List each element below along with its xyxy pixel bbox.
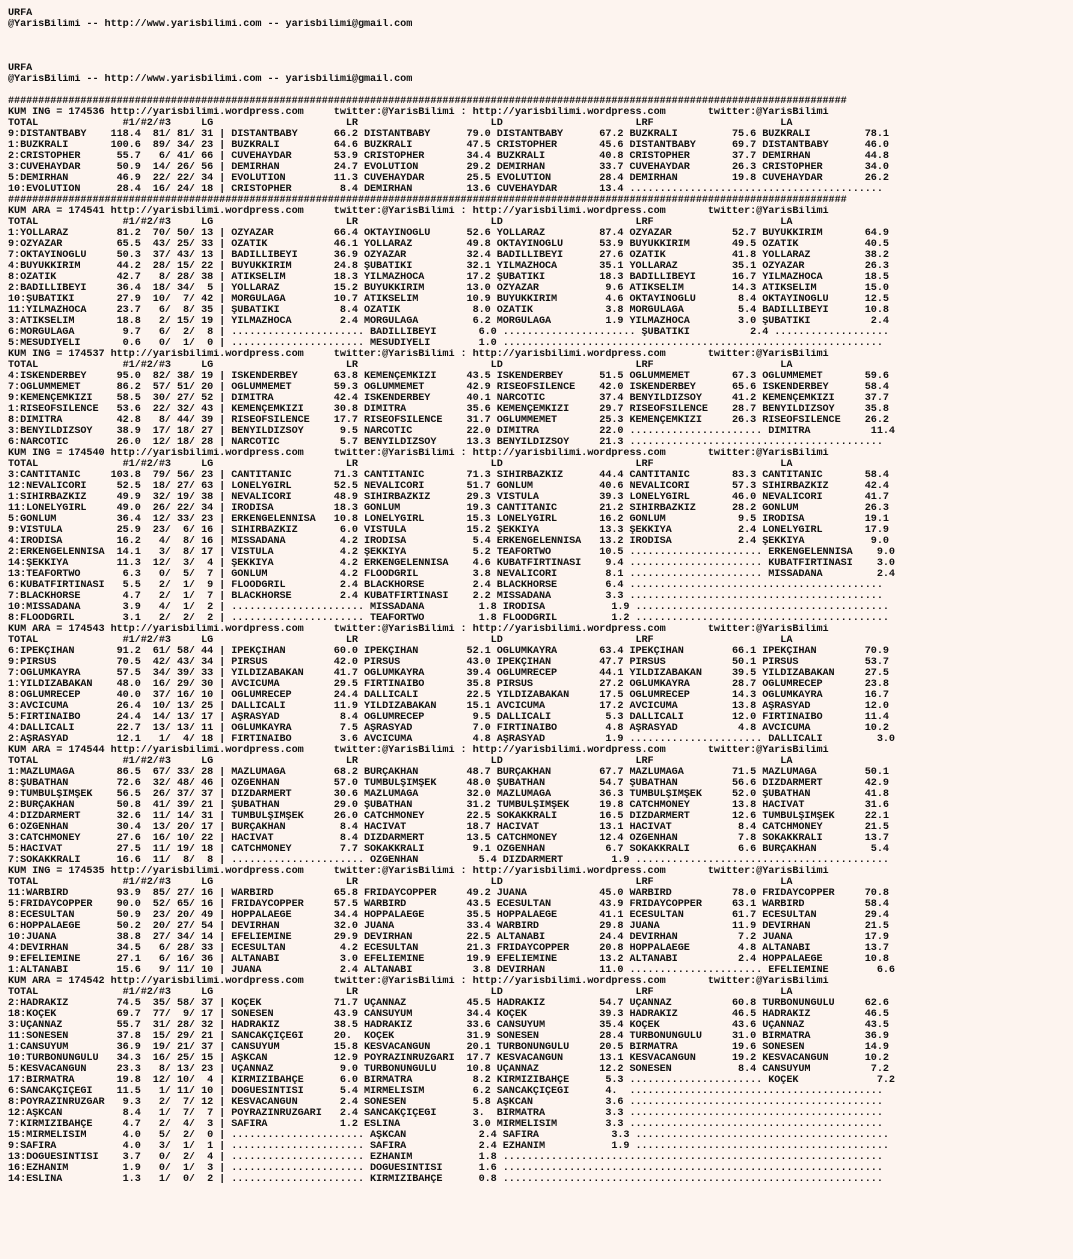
text-line: 1:YOLLARAZ 81.2 70/ 50/ 13 | ÖZYAZAR 66.4 OKTAYINOĞLU 52.6 YOLLARAZ 87.4 ÖZYAZAR 52.7 BÜYÜKKIRIM 64.9 [8,228,889,239]
text-line: 4:İRODİSA 16.2 4/ 8/ 16 | MİSSADANA 4.2 İRODİSA 5.4 ERKENGELENNİSA 13.2 İRODİSA 2.4 ŞEKKİYA 9.0 [8,536,889,547]
text-line: @YarisBilimi -- http://www.yarisbilimi.com -- yarisbilimi@gmail.com [8,19,413,30]
text-line: 11:YILMAZHOCA 23.7 6/ 8/ 35 | ŞUBATİKİ 8.4 ÖZATİK 8.0 ÖZATİK 3.8 MORGULAĞA 5.4 BADİLLİBEYİ 10.8 [8,305,889,316]
text-line: 6:MORGULAĞA 9.7 6/ 2/ 8 | ...................... BADİLLİBEYİ 6.0 ...................... ŞUBATİKİ 2.4 ................... [8,327,889,338]
text-line: TOTAL #1/#2/#3 LG LR LD LRF LA [8,360,793,371]
text-line: 7:BLACKHORSE 4.7 2/ 1/ 7 | BLACKHORSE 2.4 KUBATFIRTINASI 2.2 MİSSADANA 3.3 .......................................... [8,591,883,602]
text-line: TOTAL #1/#2/#3 LG LR LD LRF LA [8,987,793,998]
text-line: 5:HACIVAT 27.5 11/ 19/ 18 | CATCHMONEY 7.7 SOKAKKRALİ 9.1 ÖZGENHAN 6.7 SOKAKKRALİ 6.6 BURÇAKHAN 5.4 [8,844,889,855]
text-line: 2:HADRAKIZ 74.5 35/ 58/ 37 | KOÇEK 71.7 UÇANNAZ 45.5 HADRAKIZ 54.7 UÇANNAZ 60.8 TURBONUNGÜLÜ 62.6 [8,998,889,1009]
text-line: TOTAL #1/#2/#3 LG LR LD LRF LA [8,217,793,228]
text-line: 10:ŞUBATİKİ 27.9 10/ 7/ 42 | MORGULAĞA 10.7 ATİKSELİM 10.9 BÜYÜKKIRIM 4.6 OKTAYINOĞLU 8.4 OKTAYINOĞLU 12.5 [8,294,889,305]
text-line: 16:EZHANIM 1.9 0/ 1/ 3 | ...................... DOĞUESİNTİSİ 1.6 ............................................................... [8,1163,883,1174]
text-line: 7:OKTAYINOĞLU 50.3 37/ 43/ 13 | BADİLLİBEYİ 36.9 ÖZYAZAR 32.4 BADİLLİBEYİ 27.6 ÖZATİK 41.8 YOLLARAZ 38.2 [8,250,889,261]
text-line: 13:DOĞUESİNTİSİ 3.7 0/ 2/ 4 | ...................... EZHANIM 1.8 ............................................................... [8,1152,883,1163]
text-line: KUM ARA = 174541 http://yarisbilimi.wordpress.com twitter:@YarisBilimi : http://yarisbilimi.wordpress.com twitter:@YarisBilimi [8,206,829,217]
text-line: 8:OĞLUMRECEP 40.0 37/ 16/ 10 | OĞLUMRECEP 24.4 DALLICALI 22.5 YILDIZABAKAN 17.5 OĞLUMRECEP 14.3 OĞLUMKAYRA 16.7 [8,690,889,701]
text-line: 6:HOPPALAEGE 50.2 20/ 27/ 54 | DEVİRHAN 32.0 JUANA 33.4 WARBIRD 29.8 JUANA 11.9 DEVİRHAN 21.5 [8,921,889,932]
text-line: TOTAL #1/#2/#3 LG LR LD LRF LA [8,118,793,129]
text-line: 6:KUBATFIRTINASI 5.5 2/ 1/ 9 | FLOODGRIL 2.4 BLACKHORSE 2.4 BLACKHORSE 6.4 .......................................... [8,580,883,591]
text-line: 10:JUANA 38.8 27/ 34/ 14 | EFELİEMİNE 29.9 DEVİRHAN 22.5 ALTANABİ 24.4 DEVİRHAN 7.2 JUANA 17.9 [8,932,889,943]
text-line: 3:UÇANNAZ 55.7 31/ 28/ 32 | HADRAKIZ 38.5 HADRAKIZ 33.6 CANSUYUM 35.4 KOÇEK 43.6 UÇANNAZ 43.5 [8,1020,889,1031]
text-line [8,41,1073,52]
text-line: 14:ESLİNA 1.3 1/ 0/ 2 | ...................... KIRMIZIBAHÇE 0.8 ............................................................... [8,1174,883,1185]
text-line: 12:NEVALİCORİ 52.5 18/ 27/ 63 | LONELYGIRL 52.5 NEVALİCORİ 51.7 GÖNLÜM 40.6 NEVALİCORİ 57.3 SİHİRBAZKIZ 42.4 [8,481,889,492]
text-line: 5:DEMIRHAN 46.9 22/ 22/ 34 | EVOLUTION 11.3 CUVEHAYDAR 25.5 EVOLUTION 28.4 DEMIRHAN 19.8 CUVEHAYDAR 26.2 [8,173,889,184]
text-line: 6:NARCOTİC 26.0 12/ 18/ 28 | NARCOTİC 5.7 BENYILDIZSOY 13.3 BENYILDIZSOY 21.3 .......................................... [8,437,883,448]
text-line: KUM ING = 174535 http://yarisbilimi.wordpress.com twitter:@YarisBilimi : http://yarisbilimi.wordpress.com twitter:@YarisBilimi [8,866,829,877]
text-line: 8:ECESULTAN 50.9 23/ 20/ 49 | HOPPALAEGE 34.4 HOPPALAEGE 35.5 HOPPALAEGE 41.1 ECESULTAN 61.7 ECESULTAN 29.4 [8,910,889,921]
text-line: 2:BURÇAKHAN 50.8 41/ 39/ 21 | ŞUBATHAN 29.0 ŞUBATHAN 31.2 TUMBULŞİMŞEK 19.8 CATCHMONEY 13.8 HACIVAT 31.6 [8,800,889,811]
text-line: 4:İSKENDERBEY 95.0 82/ 38/ 19 | İSKENDERBEY 63.8 KEMENÇEMKIZI 43.5 İSKENDERBEY 51.5 OĞLUMMEMET 67.3 OĞLUMMEMET 59.6 [8,371,889,382]
text-line: 7:SOKAKKRALİ 16.6 11/ 8/ 8 | ...................... ÖZGENHAN 5.4 DİZDARMERT 1.9 .......................................... [8,855,889,866]
text-line: 8:ŞUBATHAN 72.6 32/ 48/ 46 | ÖZGENHAN 57.0 TUMBULŞİMŞEK 48.0 ŞUBATHAN 54.7 ŞUBATHAN 56.6 DİZDARMERT 42.9 [8,778,889,789]
text-line: URFA [8,63,33,74]
text-line: 5:KESVACANGÜN 23.3 8/ 13/ 23 | UÇANNAZ 9.0 TURBONUNGÜLÜ 10.8 UÇANNAZ 12.2 SONESEN 8.4 CANSUYUM 7.2 [8,1064,889,1075]
text-line: 14:ŞEKKİYA 11.3 12/ 3/ 4 | ŞEKKİYA 4.2 ERKENGELENNİSA 4.6 KUBATFIRTINASI 9.4 ...................... KUBATFIRTINASI 3.0 [8,558,895,569]
text-line: 1:CANSUYUM 36.9 19/ 21/ 37 | CANSUYUM 15.8 KESVACANGÜN 20.1 TURBONUNGÜLÜ 20.5 BİRMATRA 19.6 SONESEN 14.9 [8,1042,889,1053]
text-line: 10:EVOLUTION 28.4 16/ 24/ 18 | CRISTOPHER 8.4 DEMIRHAN 13.6 CUVEHAYDAR 13.4 .......................................... [8,184,883,195]
text-line: 2:ERKENGELENNİSA 14.1 3/ 8/ 17 | VİSTULA 4.2 ŞEKKİYA 5.2 TEAFORTWO 10.5 ...................... ERKENGELENNİSA 9.0 [8,547,895,558]
text-line: 1:RİSEOFSİLENCE 53.6 22/ 32/ 43 | KEMENÇEMKIZI 30.8 DİMİTRA 35.6 KEMENÇEMKIZI 29.7 RİSEOFSİLENCE 28.7 BENYILDIZSOY 35.8 [8,404,889,415]
text-line: 8:FLOODGRIL 3.1 2/ 2/ 2 | ...................... TEAFORTWO 1.8 FLOODGRIL 1.2 .......................................... [8,613,889,624]
text-line: 5:GÖNLÜM 36.4 12/ 33/ 23 | ERKENGELENNİSA 10.8 LONELYGIRL 15.3 LONELYGIRL 16.2 GÖNLÜM 9.5 İRODİSA 19.1 [8,514,889,525]
text-line: TOTAL #1/#2/#3 LG LR LD LRF LA [8,635,793,646]
text-line: 2:BADİLLİBEYİ 36.4 18/ 34/ 5 | YOLLARAZ 15.2 BÜYÜKKIRIM 13.0 ÖZYAZAR 9.6 ATİKSELİM 14.3 ATİKSELİM 15.0 [8,283,889,294]
text-line: KUM ARA = 174544 http://yarisbilimi.wordpress.com twitter:@YarisBilimi : http://yarisbilimi.wordpress.com twitter:@YarisBilimi [8,745,829,756]
text-line: 1:BUZKRALI 100.6 89/ 34/ 23 | BUZKRALI 64.6 BUZKRALI 47.5 CRISTOPHER 45.6 DISTANTBABY 69.7 DISTANTBABY 46.0 [8,140,889,151]
text-line: TOTAL #1/#2/#3 LG LR LD LRF LA [8,459,793,470]
text-line: KUM ING = 174536 http://yarisbilimi.wordpress.com twitter:@YarisBilimi : http://yarisbilimi.wordpress.com twitter:@YarisBilimi [8,107,829,118]
text-line: 9:ÖZYAZAR 65.5 43/ 25/ 33 | ÖZATİK 46.1 YOLLARAZ 49.8 OKTAYINOĞLU 53.9 BÜYÜKKIRIM 49.5 ÖZATİK 40.5 [8,239,889,250]
text-line: 2:CRISTOPHER 55.7 6/ 41/ 66 | CUVEHAYDAR 53.9 CRISTOPHER 34.4 BUZKRALI 40.8 CRISTOPHER 37.7 DEMIRHAN 44.8 [8,151,889,162]
text-line: KUM ARA = 174542 http://yarisbilimi.wordpress.com twitter:@YarisBilimi : http://yarisbilimi.wordpress.com twitter:@YarisBilimi [8,976,829,987]
text-line: 18:KOÇEK 69.7 77/ 9/ 17 | SONESEN 43.9 CANSUYUM 34.4 KOÇEK 39.3 HADRAKIZ 46.5 HADRAKIZ 46.5 [8,1009,889,1020]
text-line: 9:KEMENÇEMKIZI 58.5 30/ 27/ 52 | DİMİTRA 42.4 İSKENDERBEY 40.1 NARCOTİC 37.4 BENYILDIZSOY 41.2 KEMENÇEMKIZI 37.7 [8,393,889,404]
text-line: 9:DISTANTBABY 118.4 81/ 81/ 31 | DISTANTBABY 66.2 DISTANTBABY 79.0 DISTANTBABY 67.2 BUZKRALI 75.6 BUZKRALI 78.1 [8,129,889,140]
text-line: @YarisBilimi -- http://www.yarisbilimi.com -- yarisbilimi@gmail.com [8,74,413,85]
text-line: 3:AVCICUMA 26.4 10/ 13/ 25 | DALLICALI 11.9 YILDIZABAKAN 15.1 AVCICUMA 17.2 AVCICUMA 13.8 AŞRASYAD 12.0 [8,701,889,712]
text-line: 15:MİRMELİSİM 4.0 5/ 2/ 0 | ...................... AŞKCAN 2.4 SAFİRA 3.3 .......................................... [8,1130,889,1141]
text-line [8,30,1073,41]
text-line: 3:CUVEHAYDAR 50.9 14/ 26/ 56 | DEMIRHAN 24.7 EVOLUTION 29.2 DEMIRHAN 33.7 CUVEHAYDAR 26.3 CRISTOPHER 34.0 [8,162,889,173]
text-line: 3:CANTİTANİC 103.8 79/ 56/ 23 | CANTİTANİC 71.3 CANTİTANİC 71.3 SİHİRBAZKIZ 44.4 CANTİTANİC 83.3 CANTİTANİC 58.4 [8,470,889,481]
text-line: 8:POYRAZINRÜZGAR 9.3 2/ 7/ 12 | KESVACANGÜN 2.4 SONESEN 5.8 AŞKCAN 3.6 .......................................... [8,1097,883,1108]
text-line: 9:PİRSUS 70.5 42/ 43/ 34 | PİRSUS 42.0 PİRSUS 43.0 İPEKÇİHAN 47.7 PİRSUS 50.1 PİRSUS 53.7 [8,657,889,668]
text-line: 5:FRIDAYCOPPER 90.0 52/ 65/ 16 | FRIDAYCOPPER 57.5 WARBIRD 43.5 ECESULTAN 43.9 FRIDAYCOPPER 63.1 WARBIRD 58.4 [8,899,889,910]
text-line [8,85,1073,96]
text-line: KUM ARA = 174543 http://yarisbilimi.wordpress.com twitter:@YarisBilimi : http://yarisbilimi.wordpress.com twitter:@YarisBilimi [8,624,829,635]
text-line: 3:ATİKSELİM 18.8 2/ 15/ 19 | YILMAZHOCA 2.4 MORGULAĞA 6.2 MORGULAĞA 1.9 YILMAZHOCA 3.0 ŞUBATİKİ 2.4 [8,316,889,327]
text-line: 9:TUMBULŞİMŞEK 56.5 26/ 37/ 37 | DİZDARMERT 30.6 MAZLUMAĞA 32.0 MAZLUMAĞA 36.3 TUMBULŞİMŞEK 52.0 ŞUBATHAN 41.8 [8,789,889,800]
text-line: 4:DİZDARMERT 32.6 11/ 14/ 31 | TUMBULŞİMŞEK 26.0 CATCHMONEY 22.5 SOKAKKRALİ 16.5 DİZDARMERT 12.6 TUMBULŞİMŞEK 22.1 [8,811,889,822]
text-line: 4:DEVİRHAN 34.5 6/ 28/ 33 | ECESULTAN 4.2 ECESULTAN 21.3 FRIDAYCOPPER 20.8 HOPPALAEGE 4.8 ALTANABİ 13.7 [8,943,889,954]
text-line: 12:AŞKCAN 8.4 1/ 7/ 7 | POYRAZINRÜZGARI 2.4 SANCAKÇİÇEĞİ 3. BİRMATRA 3.3 .......................................... [8,1108,883,1119]
text-line: KUM ING = 174537 http://yarisbilimi.wordpress.com twitter:@YarisBilimi : http://yarisbilimi.wordpress.com twitter:@YarisBilimi [8,349,829,360]
text-line: 11:LONELYGIRL 49.0 26/ 22/ 34 | İRODİSA 18.3 GÖNLÜM 19.3 CANTİTANİC 21.2 SİHİRBAZKIZ 28.2 GÖNLÜM 26.3 [8,503,889,514]
text-line: 1:YILDIZABAKAN 48.0 16/ 29/ 30 | AVCICUMA 29.5 FIRTINAİBO 35.8 PİRSUS 27.2 OĞLUMKAYRA 28.7 OĞLUMRECEP 23.8 [8,679,889,690]
text-line: 7:OĞLUMKAYRA 57.5 34/ 39/ 33 | YILDIZABAKAN 41.7 OĞLUMKAYRA 39.4 OĞLUMRECEP 44.1 YILDIZABAKAN 39.5 YILDIZABAKAN 27.5 [8,668,889,679]
text-line [8,52,1073,63]
text-line: 4:BÜYÜKKIRIM 44.2 28/ 15/ 22 | BÜYÜKKIRIM 24.8 ŞUBATİKİ 32.1 YILMAZHOCA 35.1 YOLLARAZ 35.1 ÖZYAZAR 26.3 [8,261,889,272]
text-line: 8:DİMİTRA 42.8 8/ 44/ 39 | RİSEOFSİLENCE 17.7 RİSEOFSİLENCE 31.7 OĞLUMMEMET 25.3 KEMENÇEMKIZI 26.3 RİSEOFSİLENCE 26.2 [8,415,889,426]
text-line: 7:KIRMIZIBAHÇE 4.7 2/ 4/ 3 | SAFİRA 1.2 ESLİNA 3.0 MİRMELİSİM 3.3 .......................................... [8,1119,883,1130]
text-line: 4:DALLICALI 22.7 13/ 13/ 11 | OĞLUMKAYRA 7.5 AŞRASYAD 7.0 FIRTINAİBO 4.8 AŞRASYAD 4.8 AVCICUMA 10.2 [8,723,889,734]
text-line: 6:İPEKÇİHAN 91.2 61/ 58/ 44 | İPEKÇİHAN 60.0 İPEKÇİHAN 52.1 OĞLUMKAYRA 63.4 İPEKÇİHAN 66.1 İPEKÇİHAN 70.9 [8,646,889,657]
text-line: ########################################################################################################################################### [8,195,847,206]
text-line: 11:WARBIRD 93.9 85/ 27/ 16 | WARBIRD 65.8 FRIDAYCOPPER 49.2 JUANA 45.0 WARBIRD 78.0 FRIDAYCOPPER 70.8 [8,888,889,899]
text-line: 10:TURBONUNGÜLÜ 34.3 16/ 25/ 15 | AŞKCAN 12.9 POYRAZINRÜZGARI 17.7 KESVACANGÜN 13.1 KESVACANGÜN 19.2 KESVACANGÜN 10.2 [8,1053,889,1064]
text-line: 5:MESUDİYELİ 0.6 0/ 1/ 0 | ...................... MESUDİYELİ 1.0 ............................................................... [8,338,883,349]
text-line: 6:ÖZGENHAN 30.4 13/ 20/ 17 | BURÇAKHAN 8.4 HACIVAT 18.7 HACIVAT 13.1 HACIVAT 8.4 CATCHMONEY 21.5 [8,822,889,833]
text-line: 17:BİRMATRA 19.8 12/ 10/ 4 | KIRMIZIBAHÇE 6.0 BİRMATRA 8.2 KIRMIZIBAHÇE 5.3 ...................... KOÇEK 7.2 [8,1075,895,1086]
text-line: 11:SONESEN 37.8 15/ 29/ 21 | SANCAKÇİÇEĞİ 20. KOÇEK 31.9 SONESEN 28.4 TURBONUNGÜLÜ 31.0 BİRMATRA 36.9 [8,1031,889,1042]
text-line: 8:ÖZATİK 42.7 8/ 28/ 38 | ATİKSELİM 18.3 YILMAZHOCA 17.2 ŞUBATİKİ 18.3 BADİLLİBEYİ 16.7 YILMAZHOCA 18.5 [8,272,889,283]
text-line: TOTAL #1/#2/#3 LG LR LD LRF LA [8,756,793,767]
text-line: 9:VİSTULA 25.9 23/ 6/ 16 | SİHİRBAZKIZ 6.0 VİSTULA 15.2 ŞEKKİYA 13.3 ŞEKKİYA 2.4 LONELYGIRL 17.9 [8,525,889,536]
document-text [8,8,1073,1185]
text-line: 1:ALTANABİ 15.6 9/ 11/ 10 | JUANA 2.4 ALTANABİ 3.8 DEVİRHAN 11.0 ...................... EFELİEMİNE 6.6 [8,965,895,976]
text-line: TOTAL #1/#2/#3 LG LR LD LRF LA [8,877,793,888]
text-line: 1:SİHİRBAZKIZ 49.9 32/ 19/ 38 | NEVALİCORİ 48.9 SİHİRBAZKIZ 29.3 VİSTULA 39.3 LONELYGIRL 46.0 NEVALİCORİ 41.7 [8,492,889,503]
text-line: 6:SANCAKÇİÇEĞİ 11.5 1/ 11/ 10 | DOĞUESİNTİSİ 5.4 MİRMELİSİM 6.2 SANCAKÇİÇEĞİ 4. .......................................... [8,1086,883,1097]
text-line: URFA [8,8,33,19]
text-line: 1:MAZLUMAĞA 86.5 67/ 33/ 28 | MAZLUMAĞA 68.2 BURÇAKHAN 48.7 BURÇAKHAN 67.7 MAZLUMAĞA 71.5 MAZLUMAĞA 50.1 [8,767,889,778]
text-line: 13:TEAFORTWO 6.3 0/ 5/ 7 | GÖNLÜM 4.2 FLOODGRIL 3.8 NEVALİCORİ 8.1 ...................... MİSSADANA 2.4 [8,569,895,580]
text-line: 9:EFELİEMİNE 27.1 6/ 16/ 36 | ALTANABİ 3.0 EFELİEMİNE 19.9 EFELİEMİNE 13.2 ALTANABİ 2.4 HOPPALAEGE 10.8 [8,954,889,965]
text-line: KUM ING = 174540 http://yarisbilimi.wordpress.com twitter:@YarisBilimi : http://yarisbilimi.wordpress.com twitter:@YarisBilimi [8,448,829,459]
text-line: 7:OĞLUMMEMET 86.2 57/ 51/ 20 | OĞLUMMEMET 59.3 OĞLUMMEMET 42.9 RİSEOFSİLENCE 42.0 İSKENDERBEY 65.6 İSKENDERBEY 58.4 [8,382,889,393]
text-line: ########################################################################################################################################### [8,96,847,107]
text-line: 3:BENYILDIZSOY 38.9 17/ 18/ 27 | BENYILDIZSOY 9.5 NARCOTİC 22.0 DİMİTRA 22.0 ...................... DİMİTRA 11.4 [8,426,895,437]
text-line: 5:FIRTINAİBO 24.4 14/ 13/ 17 | AŞRASYAD 8.4 OĞLUMRECEP 9.5 DALLICALI 5.3 DALLICALI 12.0 FIRTINAİBO 11.4 [8,712,889,723]
text-line: 3:CATCHMONEY 27.6 16/ 10/ 22 | HACIVAT 8.4 DİZDARMERT 13.5 CATCHMONEY 12.4 ÖZGENHAN 7.8 SOKAKKRALİ 13.7 [8,833,889,844]
text-line: 9:SAFİRA 4.0 3/ 1/ 1 | ...................... SAFİRA 2.4 EZHANIM 1.9 .......................................... [8,1141,889,1152]
text-line: 10:MİSSADANA 3.9 4/ 1/ 2 | ...................... MİSSADANA 1.8 İRODİSA 1.9 .......................................... [8,602,889,613]
text-line: 2:AŞRASYAD 12.1 1/ 4/ 18 | FIRTINAİBO 3.6 AVCICUMA 4.8 AŞRASYAD 1.9 ...................... DALLICALI 3.0 [8,734,895,745]
